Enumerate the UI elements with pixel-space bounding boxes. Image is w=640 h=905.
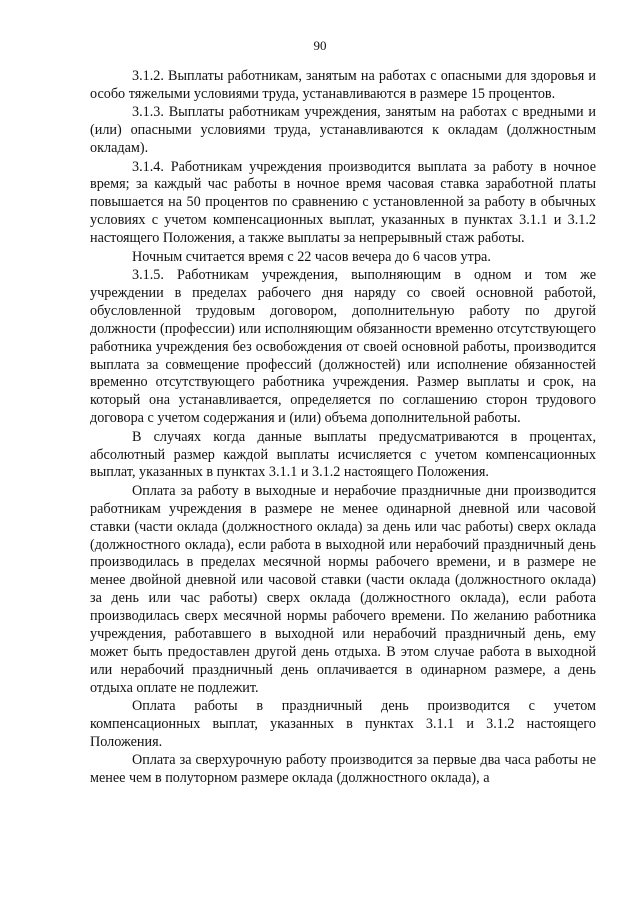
paragraph-3-1-4: 3.1.4. Работникам учреждения производится выплата за работу в ночное время; за каждый час работы в ночное время часовая ставка заработной платы повышается на 50 процентов по сравнению с установленной за работу в обычных условиях с учетом компенсационных выплат, указанных в пунктах 3.1.1 и 3.1.2 настоящего Положения, а также выплаты за непрерывный стаж работы. xyxy=(90,158,596,247)
paragraph-weekend-pay: Оплата за работу в выходные и нерабочие праздничные дни производится работникам учреждения в размере не менее одинарной дневной или часовой ставки (части оклада (должностного оклада) за день или час работы) сверх оклада (должностного оклада), если работа в выходной или нерабочий праздничный день производилась в пределах месячной нормы рабочего времени, и в размере не менее двойной дневной или часовой ставки (части оклада (должностного оклада) за день или час работы) сверх оклада (должностного оклада), если работа производилась сверх месячной нормы рабочего времени. По желанию работника учреждения, работавшего в выходной или нерабочий праздничный день, ему может быть предоставлен другой день отдыха. В этом случае работа в выходной или нерабочий праздничный день оплачивается в одинарном размере, а день отдыха оплате не подлежит. xyxy=(90,482,596,696)
paragraph-overtime-pay: Оплата за сверхурочную работу производится за первые два часа работы не менее чем в полуторном размере оклада (должностного оклада), а xyxy=(90,752,596,787)
paragraph-percent-payments: В случаях когда данные выплаты предусматриваются в процентах, абсолютный размер каждой выплаты исчисляется с учетом компенсационных выплат, указанных в пунктах 3.1.1 и 3.1.2 настоящего Положения. xyxy=(90,428,596,481)
document-body xyxy=(90,68,596,789)
paragraph-night-time: Ночным считается время с 22 часов вечера до 6 часов утра. xyxy=(132,248,491,265)
page-number: 90 xyxy=(313,38,327,53)
paragraph-3-1-3: 3.1.3. Выплаты работникам учреждения, занятым на работах с вредными и (или) опасными условиями труда, устанавливаются к окладам (должностным окладам). xyxy=(90,104,596,157)
paragraph-3-1-5: 3.1.5. Работникам учреждения, выполняющим в одном и том же учреждении в пределах рабочего дня наряду со своей основной работой, обусловленной трудовым договором, дополнительную работу по другой должности (профессии) или исполняющим обязанности временно отсутствующего работника учреждения без освобождения от своей основной работы, производится выплата за совмещение профессий (должностей) или исполнение обязанностей временно отсутствующего работника учреждения. Размер выплаты и срок, на который она устанавливается, определяется по соглашению сторон трудового договора с учетом содержания и (или) объема дополнительной работы. xyxy=(90,266,596,427)
paragraph-holiday-pay: Оплата работы в праздничный день производится с учетом компенсационных выплат, указанных в пунктах 3.1.1 и 3.1.2 настоящего Положения. xyxy=(90,698,596,751)
paragraph-3-1-2: 3.1.2. Выплаты работникам, занятым на работах с опасными для здоровья и особо тяжелыми условиями труда, устанавливаются в размере 15 процентов. xyxy=(90,68,596,102)
